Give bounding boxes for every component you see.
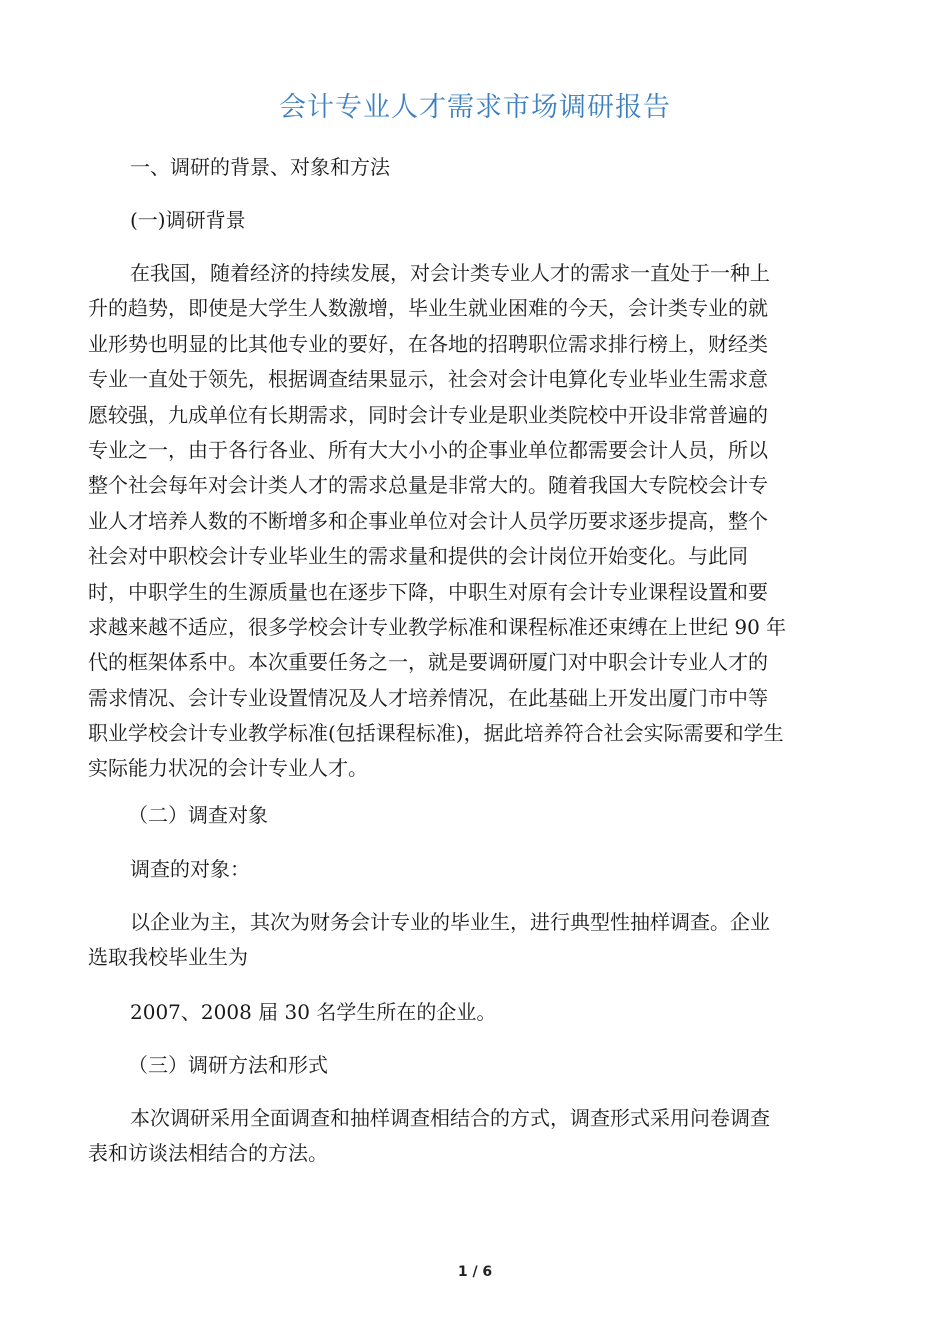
objects-intro: 调查的对象： xyxy=(130,857,250,881)
background-paragraph xyxy=(88,256,863,787)
paragraph-line: 专业之一，由于各行各业、所有大大小小的企事业单位都需要会计人员，所以 xyxy=(88,437,768,462)
paragraph-line: 需求情况、会计专业设置情况及人才培养情况，在此基础上开发出厦门市中等 xyxy=(88,685,768,710)
paragraph-line: 整个社会每年对会计类人才的需求总量是非常大的。随着我国大专院校会计专 xyxy=(88,473,768,498)
objects-paragraph xyxy=(88,905,863,976)
paragraph-line: 职业学校会计专业教学标准(包括课程标准)，据此培养符合社会实际需要和学生 xyxy=(88,721,784,746)
paragraph-line: 求越来越不适应，很多学校会计专业教学标准和课程标准还束缚在上世纪 90 年 xyxy=(88,614,787,639)
method-paragraph xyxy=(88,1101,863,1172)
paragraph-line: 业形势也明显的比其他专业的要好，在各地的招聘职位需求排行榜上，财经类 xyxy=(88,331,768,356)
paragraph-line: 本次调研采用全面调查和抽样调查相结合的方式，调查形式采用问卷调查 xyxy=(130,1106,770,1130)
paragraph-line: 代的框架体系中。本次重要任务之一，就是要调研厦门对中职会计专业人才的 xyxy=(88,650,768,675)
objects-years: 2007、2008 届 30 名学生所在的企业。 xyxy=(130,1000,497,1024)
paragraph-line: 在我国，随着经济的持续发展，对会计类专业人才的需求一直处于一种上 xyxy=(130,261,770,285)
section-heading-1: 一、调研的背景、对象和方法 xyxy=(130,155,390,179)
subsection-heading-method: （三）调研方法和形式 xyxy=(128,1053,328,1077)
paragraph-line: 时，中职学生的生源质量也在逐步下降，中职生对原有会计专业课程设置和要 xyxy=(88,579,768,604)
paragraph-line: 升的趋势，即使是大学生人数激增，毕业生就业困难的今天，会计类专业的就 xyxy=(88,296,768,321)
document-title: 会计专业人才需求市场调研报告 xyxy=(279,92,671,123)
paragraph-line: 选取我校毕业生为 xyxy=(88,945,248,970)
subsection-heading-background: (一)调研背景 xyxy=(130,208,246,232)
paragraph-line: 实际能力状况的会计专业人才。 xyxy=(88,756,368,781)
paragraph-line: 业人才培养人数的不断增多和企事业单位对会计人员学历要求逐步提高，整个 xyxy=(88,508,768,533)
subsection-heading-objects: （二）调查对象 xyxy=(128,803,268,827)
paragraph-line: 社会对中职校会计专业毕业生的需求量和提供的会计岗位开始变化。与此同 xyxy=(88,544,748,569)
paragraph-line: 以企业为主，其次为财务会计专业的毕业生，进行典型性抽样调查。企业 xyxy=(130,910,770,934)
paragraph-line: 专业一直处于领先，根据调查结果显示，社会对会计电算化专业毕业生需求意 xyxy=(88,367,768,392)
page-number: 1 / 6 xyxy=(457,1264,493,1280)
paragraph-line: 愿较强，九成单位有长期需求，同时会计专业是职业类院校中开设非常普遍的 xyxy=(88,402,768,427)
paragraph-line: 表和访谈法相结合的方法。 xyxy=(88,1141,328,1166)
